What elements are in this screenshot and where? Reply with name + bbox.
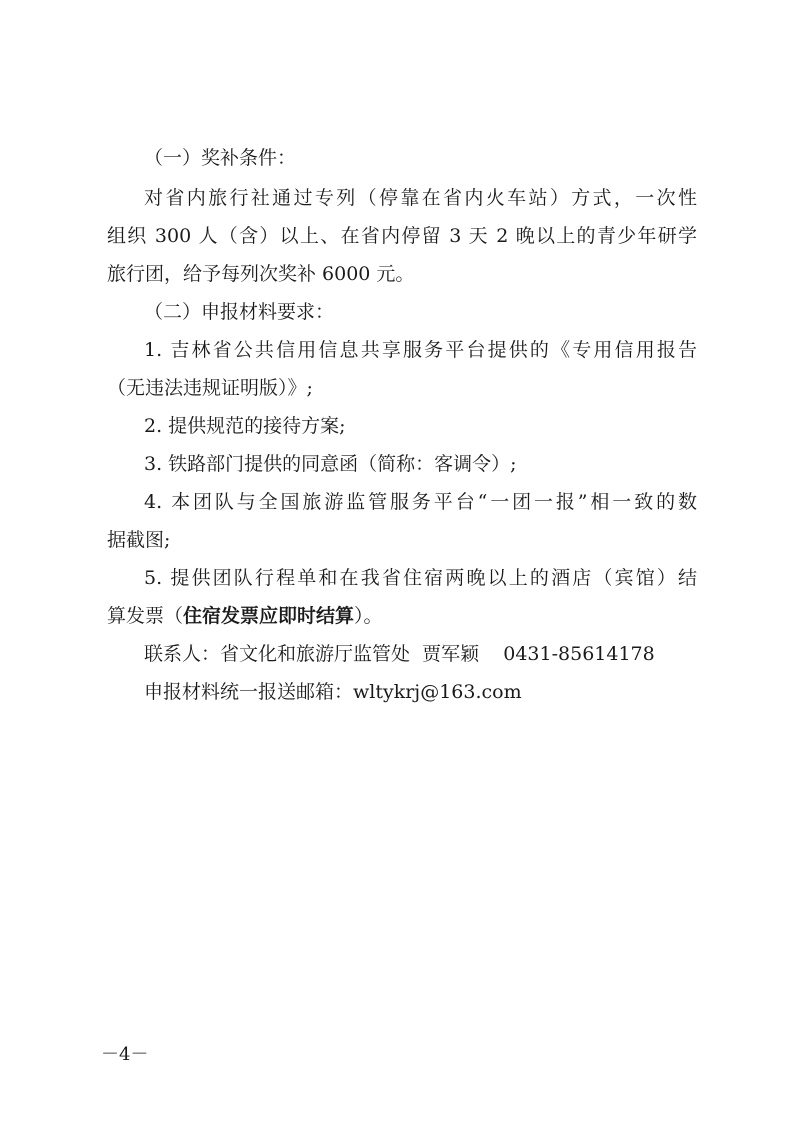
section2-item2: 2. 提供规范的接待方案; xyxy=(144,415,346,437)
section1-heading: （一）奖补条件： xyxy=(144,147,297,169)
item5-line2-bold-note: 住宿发票应即时结算 xyxy=(183,605,355,627)
section2-item4-line-2: 据截图; xyxy=(107,529,171,551)
section2-item3: 3. 铁路部门提供的同意函（简称：客调令）; xyxy=(144,453,517,475)
section1-body-line-1: 对省内旅行社通过专列（停靠在省内火车站）方式，一次性 xyxy=(144,187,697,209)
section2-item1-line-1: 1. 吉林省公共信用信息共享服务平台提供的《专用信用报告 xyxy=(144,339,697,361)
section1-body-line-3: 旅行团，给予每列次奖补 6000 元。 xyxy=(107,263,415,285)
section1-body-line-2: 组织 300 人（含）以上、在省内停留 3 天 2 晚以上的青少年研学 xyxy=(107,225,697,247)
section2-item5-line-1: 5. 提供团队行程单和在我省住宿两晚以上的酒店（宾馆）结 xyxy=(144,567,697,589)
section2-heading: （二）申报材料要求： xyxy=(144,301,335,323)
section2-item1-line-2: （无违法违规证明版）》; xyxy=(107,377,313,399)
contact-line: 联系人：省文化和旅游厅监管处 贾军颖 0431-85614178 xyxy=(144,643,655,665)
section2-item5-line-2 xyxy=(107,604,697,628)
section2-item4-line-1: 4. 本团队与全国旅游监管服务平台“一团一报”相一致的数 xyxy=(144,491,697,513)
item5-line2-suffix: ）。 xyxy=(354,605,383,627)
email-line: 申报材料统一报送邮箱：wltykrj@163.com xyxy=(144,681,522,703)
page-number: －4－ xyxy=(101,1044,149,1065)
item5-line2-prefix: 算发票（ xyxy=(107,605,184,627)
